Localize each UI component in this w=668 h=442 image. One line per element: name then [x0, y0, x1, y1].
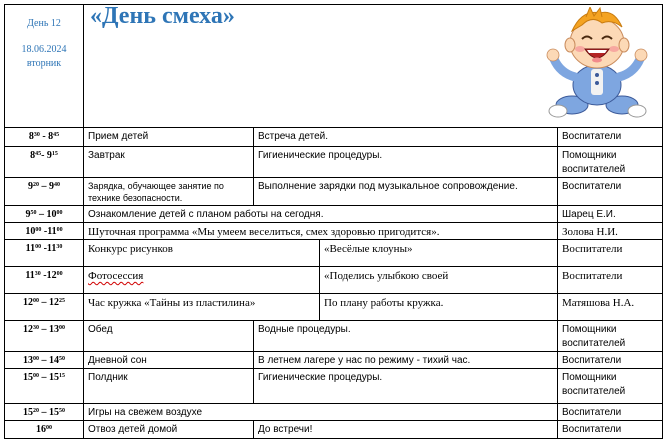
- responsible-cell: Шарец Е.И.: [558, 206, 663, 223]
- time-cell: $13^{00} - 14^{50}$: [5, 352, 84, 369]
- schedule-row: [5, 369, 663, 404]
- weekday: вторник: [26, 58, 62, 69]
- time-cell: $12^{00} - 12^{25}$: [5, 294, 84, 321]
- responsible-cell: Помощники воспитателей: [558, 369, 663, 404]
- header-row: [5, 5, 663, 128]
- responsible-cell: Помощники воспитателей: [558, 147, 663, 178]
- activity-cell: Полдник: [84, 369, 254, 404]
- laughing-child-illustration: [542, 7, 652, 123]
- detail-cell: До встречи!: [254, 421, 558, 439]
- responsible-cell: Воспитатели: [558, 240, 663, 267]
- activity-cell: Шуточная программа «Мы умеем веселиться, смех здоровью пригодится».: [84, 223, 558, 240]
- activity-cell: Зарядка, обучающее занятие по технике безопасности.: [84, 178, 254, 206]
- activity-cell: Игры на свежем воздухе: [84, 404, 558, 421]
- activity-cell: Ознакомление детей с планом работы на сегодня.: [84, 206, 558, 223]
- detail-cell: «Поделись улыбкою своей: [320, 267, 558, 294]
- schedule-row: [5, 128, 663, 147]
- schedule-row: [5, 294, 663, 321]
- time-cell: $12^{30} - 13^{00}$: [5, 321, 84, 352]
- activity-cell: Дневной сон: [84, 352, 254, 369]
- page-title: «День смеха»: [90, 4, 235, 29]
- time-cell: $11^{00}$ $-11^{30}$: [5, 240, 84, 267]
- schedule-row: [5, 240, 663, 267]
- detail-cell: Гигиенические процедуры.: [254, 369, 558, 404]
- day-info-cell: [5, 5, 84, 128]
- schedule-row: [5, 404, 663, 421]
- responsible-cell: Воспитатели: [558, 421, 663, 439]
- schedule-row: [5, 223, 663, 240]
- schedule-row: [5, 352, 663, 369]
- time-cell: $10^{00}$ $-11^{00}$: [5, 223, 84, 240]
- detail-cell: По плану работы кружка.: [320, 294, 558, 321]
- responsible-cell: Воспитатели: [558, 128, 663, 147]
- responsible-cell: Воспитатели: [558, 404, 663, 421]
- day-label: День 12: [27, 18, 61, 29]
- title-cell: [84, 5, 663, 128]
- responsible-cell: Матяшова Н.А.: [558, 294, 663, 321]
- time-cell: $15^{20} - 15^{50}$: [5, 404, 84, 421]
- responsible-cell: Воспитатели: [558, 178, 663, 206]
- activity-cell: Час кружка «Тайны из пластилина»: [84, 294, 320, 321]
- responsible-cell: Воспитатели: [558, 267, 663, 294]
- schedule-row: [5, 178, 663, 206]
- activity-cell: [84, 267, 320, 294]
- time-cell: $16^{00}$: [5, 421, 84, 439]
- schedule-row: [5, 147, 663, 178]
- daily-schedule-table: [4, 4, 663, 439]
- schedule-row: [5, 421, 663, 439]
- detail-cell: Гигиенические процедуры.: [254, 147, 558, 178]
- activity-cell: Прием детей: [84, 128, 254, 147]
- detail-cell: Водные процедуры.: [254, 321, 558, 352]
- detail-cell: «Весёлые клоуны»: [320, 240, 558, 267]
- schedule-row: [5, 321, 663, 352]
- activity-cell: Обед: [84, 321, 254, 352]
- time-cell: $15^{00} - 15^{15}$: [5, 369, 84, 404]
- detail-cell: Встреча детей.: [254, 128, 558, 147]
- activity-cell: Завтрак: [84, 147, 254, 178]
- time-cell: $9^{20} - 9^{40}$: [5, 178, 84, 206]
- schedule-row: [5, 267, 663, 294]
- time-cell: $8^{45}-$ $9^{15}$: [5, 147, 84, 178]
- activity-cell: Конкурс рисунков: [84, 240, 320, 267]
- activity-text: Фотосессия: [88, 270, 144, 282]
- schedule-row: [5, 206, 663, 223]
- date: 18.06.2024: [21, 44, 67, 55]
- responsible-cell: Воспитатели: [558, 352, 663, 369]
- time-cell: $9^{50} - 10^{00}$: [5, 206, 84, 223]
- detail-cell: В летнем лагере у нас по режиму - тихий час.: [254, 352, 558, 369]
- time-cell: $8^{30} - 8^{45}$: [5, 128, 84, 147]
- activity-cell: Отвоз детей домой: [84, 421, 254, 439]
- detail-cell: Выполнение зарядки под музыкальное сопровождение.: [254, 178, 558, 206]
- responsible-cell: Золова Н.И.: [558, 223, 663, 240]
- time-cell: $11^{30}$ $-12^{00}$: [5, 267, 84, 294]
- responsible-cell: Помощники воспитателей: [558, 321, 663, 352]
